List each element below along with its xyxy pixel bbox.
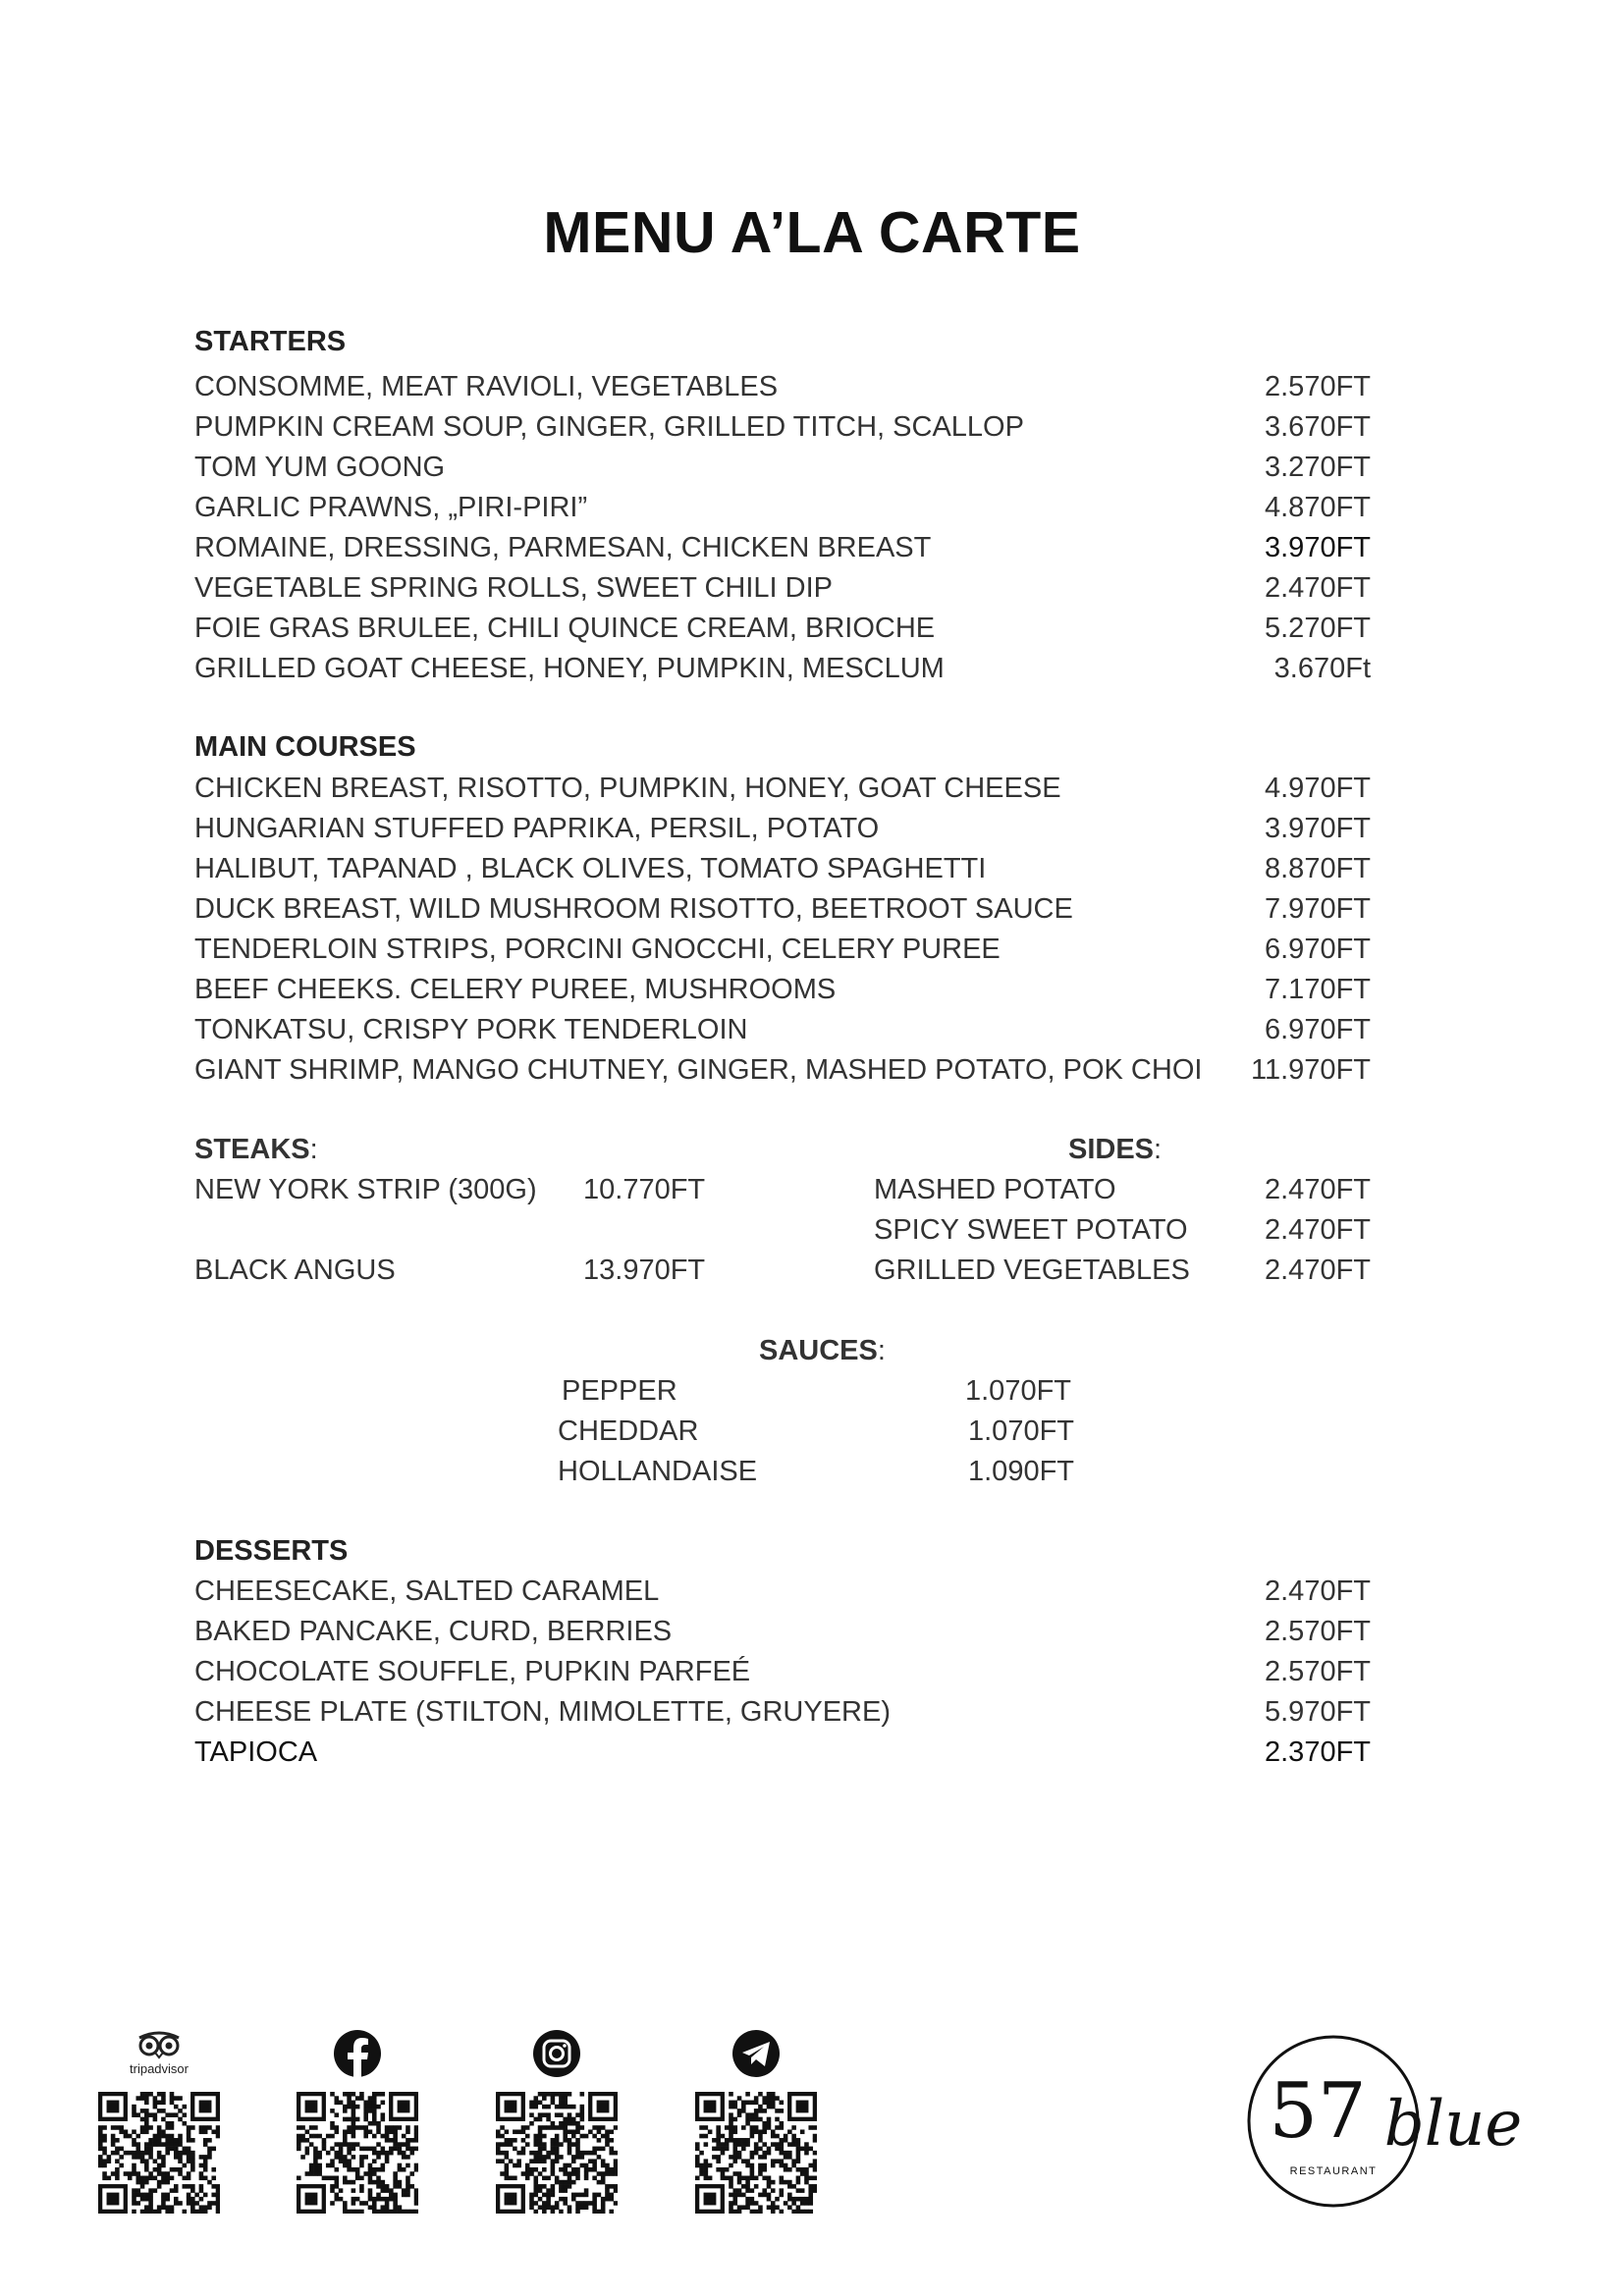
- menu-item-name: GARLIC PRAWNS, „PIRI-PIRI”: [194, 492, 588, 523]
- menu-item-price: 3.970FT: [1265, 532, 1371, 563]
- side-item-name: SPICY SWEET POTATO: [874, 1214, 1188, 1246]
- side-item-price: 2.470FT: [1265, 1214, 1371, 1246]
- side-item-price: 2.470FT: [1265, 1255, 1371, 1286]
- menu-item-name: ROMAINE, DRESSING, PARMESAN, CHICKEN BREAST: [194, 532, 932, 563]
- menu-item-price: 8.870FT: [1265, 853, 1371, 884]
- main-courses-heading: MAIN COURSES: [194, 731, 416, 763]
- menu-item-name: CHEESE PLATE (STILTON, MIMOLETTE, GRUYERE): [194, 1696, 891, 1728]
- sauces-heading-colon: :: [877, 1335, 886, 1366]
- restaurant-logo: [1247, 2027, 1561, 2223]
- menu-item-name: CONSOMME, MEAT RAVIOLI, VEGETABLES: [194, 371, 779, 402]
- steaks-heading-colon: :: [309, 1134, 318, 1165]
- menu-item-price: 5.970FT: [1265, 1696, 1371, 1728]
- menu-item-name: CHOCOLATE SOUFFLE, PUPKIN PARFEÉ: [194, 1656, 751, 1687]
- telegram-qr-code: [695, 2092, 817, 2214]
- menu-item-name: FOIE GRAS BRULEE, CHILI QUINCE CREAM, BRIOCHE: [194, 613, 936, 644]
- logo-subtitle: RESTAURANT: [1289, 2165, 1378, 2177]
- sides-heading: [1068, 1134, 1162, 1166]
- menu-item-price: 4.970FT: [1265, 773, 1371, 804]
- menu-item-price: 3.670FT: [1265, 411, 1371, 443]
- menu-item-name: BEEF CHEEKS. CELERY PUREE, MUSHROOMS: [194, 974, 837, 1005]
- menu-item-name: TOM YUM GOONG: [194, 452, 446, 483]
- menu-item-price: 7.970FT: [1265, 893, 1371, 925]
- steaks-heading: [194, 1134, 318, 1166]
- menu-item-name: HUNGARIAN STUFFED PAPRIKA, PERSIL, POTATO: [194, 813, 880, 844]
- instagram-icon: [496, 2022, 618, 2085]
- menu-item-name: GRILLED GOAT CHEESE, HONEY, PUMPKIN, MESCLUM: [194, 653, 945, 684]
- menu-item-name: DUCK BREAST, WILD MUSHROOM RISOTTO, BEETROOT SAUCE: [194, 893, 1073, 925]
- menu-item-name: BAKED PANCAKE, CURD, BERRIES: [194, 1616, 673, 1647]
- logo-number: 57: [1269, 2067, 1367, 2156]
- side-item-price: 2.470FT: [1265, 1174, 1371, 1205]
- desserts-heading: DESSERTS: [194, 1535, 349, 1567]
- facebook-icon: [297, 2022, 418, 2085]
- menu-item-price: 2.470FT: [1265, 1575, 1371, 1607]
- menu-item-name: TAPIOCA: [194, 1736, 318, 1768]
- steak-item-price: 10.770FT: [583, 1174, 706, 1205]
- steaks-heading-text: STEAKS: [194, 1134, 310, 1165]
- menu-item-price: 2.570FT: [1265, 1616, 1371, 1647]
- tripadvisor-label: tripadvisor: [130, 2061, 189, 2076]
- menu-item-name: PUMPKIN CREAM SOUP, GINGER, GRILLED TITCH, SCALLOP: [194, 411, 1024, 443]
- sides-heading-colon: :: [1154, 1134, 1163, 1165]
- sauce-item-name: PEPPER: [562, 1375, 677, 1407]
- menu-item-price: 5.270FT: [1265, 613, 1371, 644]
- steak-item-price: 13.970FT: [583, 1255, 706, 1286]
- menu-item-price: 7.170FT: [1265, 974, 1371, 1005]
- tripadvisor-qr-code: [98, 2092, 220, 2214]
- menu-item-name: GIANT SHRIMP, MANGO CHUTNEY, GINGER, MASHED POTATO, POK CHOI: [194, 1054, 1203, 1086]
- menu-item-price: 4.870FT: [1265, 492, 1371, 523]
- steak-item-name: NEW YORK STRIP (300G): [194, 1174, 537, 1205]
- menu-item-price: 11.970FT: [1251, 1054, 1371, 1086]
- sauce-item-name: CHEDDAR: [558, 1415, 699, 1447]
- logo-word: blue: [1383, 2088, 1523, 2161]
- menu-item-name: TENDERLOIN STRIPS, PORCINI GNOCCHI, CELERY PUREE: [194, 934, 1001, 965]
- instagram-qr-code: [496, 2092, 618, 2214]
- side-item-name: MASHED POTATO: [874, 1174, 1116, 1205]
- sauce-item-price: 1.070FT: [968, 1415, 1074, 1447]
- starters-heading: STARTERS: [194, 326, 347, 357]
- menu-item-price: 3.270FT: [1265, 452, 1371, 483]
- telegram-icon: [695, 2022, 817, 2085]
- sauce-item-name: HOLLANDAISE: [558, 1456, 758, 1487]
- menu-item-price: 2.570FT: [1265, 1656, 1371, 1687]
- menu-item-price: 2.470FT: [1265, 572, 1371, 604]
- menu-item-name: HALIBUT, TAPANAD , BLACK OLIVES, TOMATO SPAGHETTI: [194, 853, 987, 884]
- menu-item-price: 2.370FT: [1265, 1736, 1371, 1768]
- sides-heading-text: SIDES: [1068, 1134, 1155, 1165]
- steak-item-name: BLACK ANGUS: [194, 1255, 396, 1286]
- sauce-item-price: 1.070FT: [965, 1375, 1071, 1407]
- menu-item-price: 6.970FT: [1265, 1014, 1371, 1045]
- menu-item-name: TONKATSU, CRISPY PORK TENDERLOIN: [194, 1014, 748, 1045]
- menu-item-name: CHEESECAKE, SALTED CARAMEL: [194, 1575, 660, 1607]
- menu-item-name: CHICKEN BREAST, RISOTTO, PUMPKIN, HONEY, GOAT CHEESE: [194, 773, 1061, 804]
- sauces-heading-text: SAUCES: [759, 1335, 878, 1366]
- sauce-item-price: 1.090FT: [968, 1456, 1074, 1487]
- page-title: MENU A’LA CARTE: [543, 200, 1081, 265]
- menu-item-name: VEGETABLE SPRING ROLLS, SWEET CHILI DIP: [194, 572, 833, 604]
- facebook-qr-code: [297, 2092, 418, 2214]
- side-item-name: GRILLED VEGETABLES: [874, 1255, 1190, 1286]
- menu-item-price: 6.970FT: [1265, 934, 1371, 965]
- menu-item-price: 3.670Ft: [1273, 653, 1371, 684]
- sauces-heading: [759, 1335, 886, 1367]
- menu-item-price: 3.970FT: [1265, 813, 1371, 844]
- menu-item-price: 2.570FT: [1265, 371, 1371, 402]
